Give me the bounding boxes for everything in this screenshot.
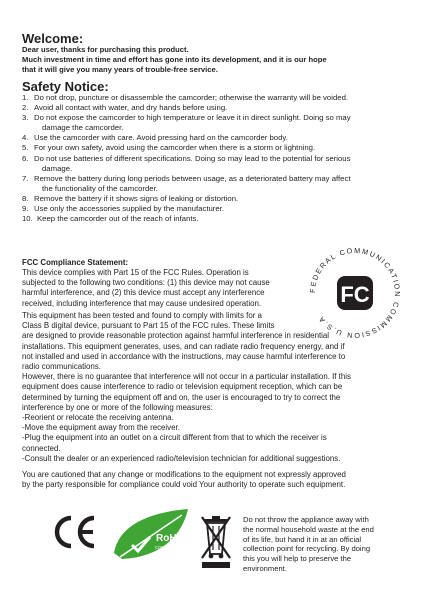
fcc-line: harmful interference, and (2) this device must accept any interference bbox=[22, 288, 265, 298]
ce-mark-icon bbox=[52, 512, 100, 552]
fcc-paragraph-2 bbox=[22, 311, 426, 464]
weee-mark bbox=[199, 514, 233, 570]
safety-item bbox=[22, 133, 427, 143]
safety-item-text: Use the camcorder with care. Avoid pressing hard on the camcorder body. bbox=[34, 133, 288, 143]
svg-text:FC: FC bbox=[340, 282, 370, 307]
disposal-line: Do not throw the appliance away with bbox=[243, 515, 369, 524]
fcc-line: by the party responsible for compliance could void Your authority to operate such equipment. bbox=[22, 480, 346, 490]
safety-list bbox=[22, 93, 427, 224]
disposal-line: of its life, but hand it in at an official bbox=[243, 534, 362, 544]
safety-item-text: Remove the battery if it shows signs of leaking or distortion. bbox=[34, 193, 239, 203]
welcome-line: that it will give you many years of trouble-free service. bbox=[22, 64, 218, 74]
safety-item bbox=[22, 93, 427, 103]
safety-item-text: Use only the accessories supplied by the manufacturer. bbox=[34, 204, 224, 214]
disposal-line: environment. bbox=[243, 563, 287, 573]
welcome-heading: Welcome: bbox=[22, 31, 84, 46]
safety-item bbox=[22, 103, 427, 113]
rohs-subtitle: COMPLIANT bbox=[155, 545, 180, 550]
fcc-heading: FCC Compliance Statement: bbox=[22, 258, 129, 267]
safety-item-number: 9. bbox=[22, 204, 29, 214]
fcc-seal-ring-text: FEDERAL COMMUNICATION COMMISSION U.S.A bbox=[307, 245, 403, 341]
safety-item-text: Remove the battery during long periods between usage, as a deteriorated battery may affect bbox=[34, 173, 351, 183]
disposal-line: the normal household waste at the end bbox=[243, 524, 374, 534]
safety-item-text: damage. bbox=[42, 163, 73, 173]
ce-mark bbox=[52, 512, 100, 552]
welcome-text bbox=[22, 45, 422, 74]
fcc-line: are designed to provide reasonable protection against harmful interference in residential bbox=[22, 331, 330, 341]
fcc-line: subjected to the following two conditions: (1) this device may not cause bbox=[22, 278, 270, 288]
crossed-bin-icon bbox=[199, 514, 233, 570]
safety-item-text: For your own safety, avoid using the camcorder when there is a storm or lightning. bbox=[34, 143, 316, 153]
fcc-line: interference by one or more of the following measures: bbox=[22, 402, 213, 412]
fcc-line: not installed and used in accordance with the instructions, may cause harmful interference to bbox=[22, 351, 346, 361]
fcc-paragraph-1 bbox=[22, 268, 322, 309]
safety-item-text: Do not use batteries of different specifications. Doing so may lead to the potential for serious bbox=[34, 153, 351, 163]
fcc-line: equipment does cause interference to radio or television equipment reception, which can be bbox=[22, 382, 343, 392]
fcc-line: determined by turning the equipment off and on, the user is encouraged to try to correct the bbox=[22, 392, 341, 402]
safety-item-number: 7. bbox=[22, 173, 29, 183]
safety-item-number: 1. bbox=[22, 93, 29, 102]
rohs-title: RoHS bbox=[156, 533, 184, 544]
safety-item bbox=[22, 214, 427, 224]
safety-item-number: 10. bbox=[22, 214, 33, 224]
fcc-line: You are cautioned that any change or modifications to the equipment not expressly approved bbox=[22, 470, 346, 479]
fcc-line: This equipment has been tested and found to comply with limits for a bbox=[22, 311, 262, 320]
welcome-line: Much investment in time and effort has gone into its development, and it is our hope bbox=[22, 54, 327, 64]
safety-item-number: 3. bbox=[22, 113, 29, 123]
fcc-paragraph-3 bbox=[22, 470, 426, 490]
safety-item-text: damage the camcorder. bbox=[42, 123, 124, 133]
fcc-line: This device complies with Part 15 of the FCC Rules. Operation is bbox=[22, 268, 249, 277]
safety-item-text: Keep the camcorder out of the reach of infants. bbox=[37, 214, 199, 224]
safety-heading: Safety Notice: bbox=[22, 79, 109, 94]
fcc-line: However, there is no guarantee that interference will not occur in a particular installation. If this bbox=[22, 372, 351, 382]
rohs-badge bbox=[108, 505, 194, 563]
safety-item-number: 6. bbox=[22, 153, 29, 163]
fcc-line: installations. This equipment generates, uses, and can radiate radio frequency energy, and if bbox=[22, 341, 345, 351]
disposal-line: collection point for recycling. By doing bbox=[243, 544, 371, 554]
rohs-leaf-icon bbox=[108, 505, 194, 563]
safety-item-number: 2. bbox=[22, 103, 29, 113]
safety-item bbox=[22, 154, 427, 174]
disposal-notice bbox=[243, 515, 423, 574]
safety-item-text: Do not drop, puncture or disassemble the camcorder; otherwise the warranty will be voided. bbox=[34, 93, 349, 102]
safety-item bbox=[22, 174, 427, 194]
fcc-line: -Plug the equipment into an outlet on a circuit different from that to which the receiver is bbox=[22, 433, 327, 443]
safety-item-number: 5. bbox=[22, 143, 29, 153]
fcc-line: received, including interference that may cause undesired operation. bbox=[22, 298, 262, 308]
disposal-line: this you will help to preserve the bbox=[243, 554, 352, 564]
fcc-line: -Move the equipment away from the receiver. bbox=[22, 423, 180, 433]
safety-item-text: the functionality of the camcorder. bbox=[42, 183, 158, 193]
fcc-line: -Reorient or relocate the receiving antenna. bbox=[22, 413, 174, 423]
safety-item bbox=[22, 113, 427, 133]
safety-item-text: Avoid all contact with water, and dry hands before using. bbox=[34, 103, 228, 113]
safety-item bbox=[22, 204, 427, 214]
fcc-line: connected. bbox=[22, 443, 61, 453]
fcc-line: Class B digital device, pursuant to Part 15 of the FCC rules. These limits bbox=[22, 321, 275, 331]
safety-item-number: 8. bbox=[22, 193, 29, 203]
fcc-line: -Consult the dealer or an experienced radio/television technician for additional suggestions. bbox=[22, 453, 341, 463]
safety-item-text: Do not expose the camcorder to high temperature or leave it in direct sunlight. Doing so may bbox=[34, 113, 351, 123]
safety-item bbox=[22, 194, 427, 204]
safety-item bbox=[22, 143, 427, 153]
safety-item-number: 4. bbox=[22, 133, 29, 143]
fcc-line: radio communications. bbox=[22, 362, 101, 372]
welcome-line: Dear user, thanks for purchasing this product. bbox=[22, 45, 189, 54]
